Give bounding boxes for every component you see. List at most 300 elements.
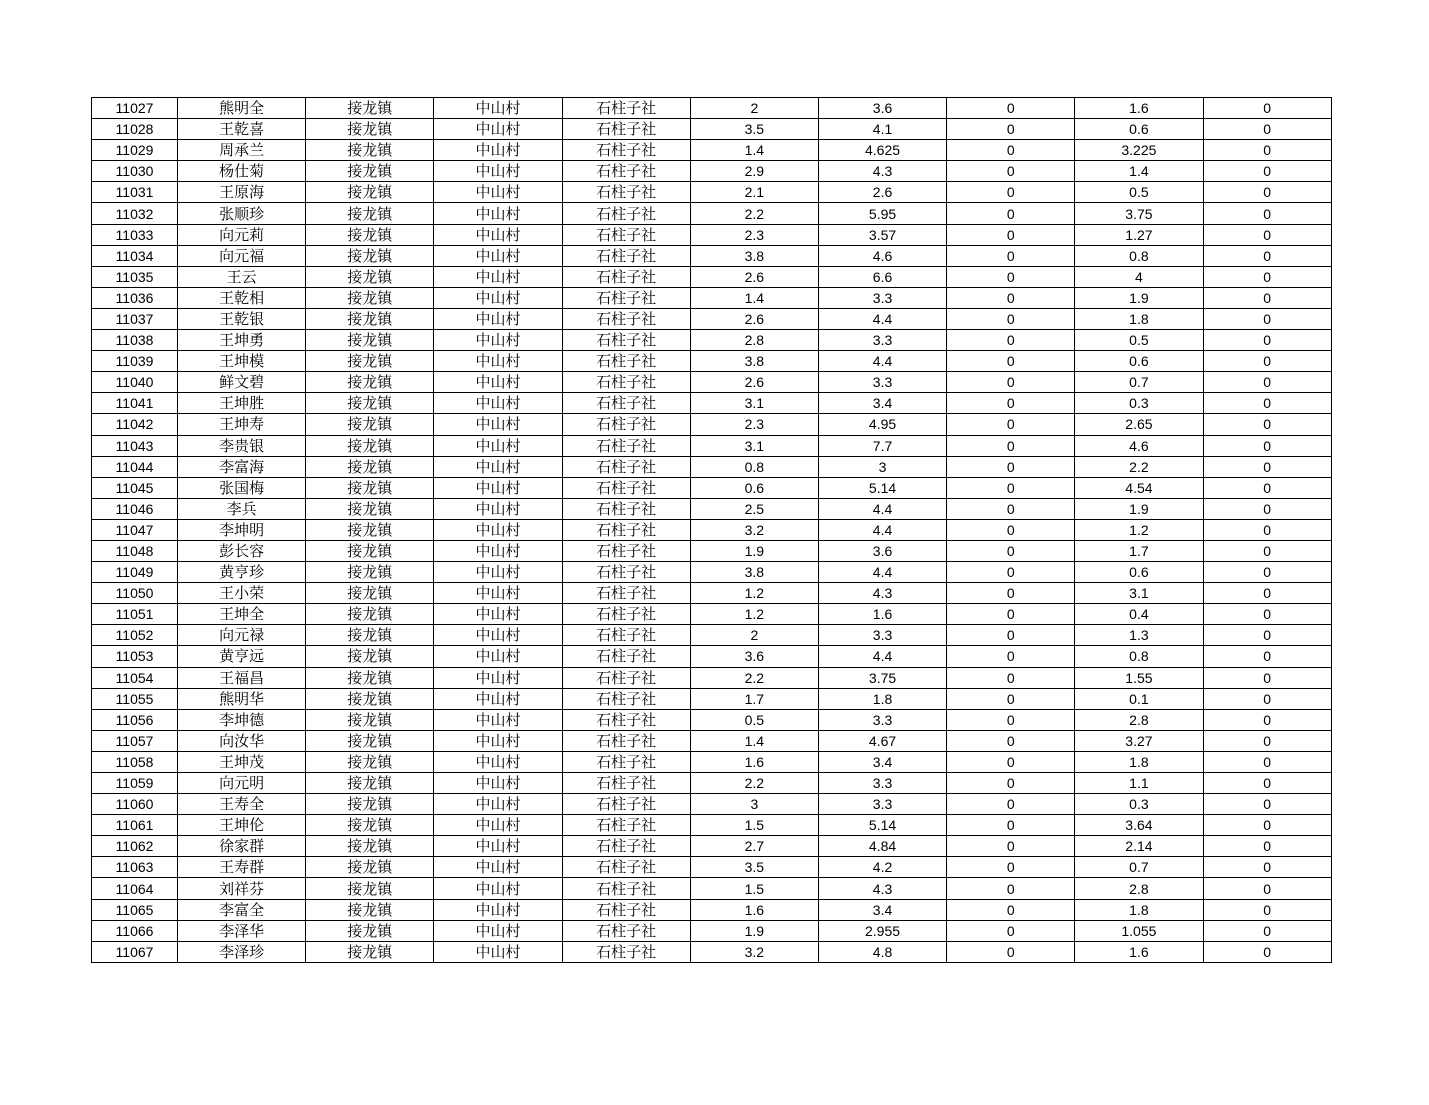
value-e-cell: 0: [1203, 583, 1331, 604]
id-cell: 11046: [92, 498, 178, 519]
value-a-cell: 2.6: [690, 266, 818, 287]
id-cell: 11055: [92, 688, 178, 709]
value-a-cell: 2.7: [690, 836, 818, 857]
value-c-cell: 0: [947, 836, 1075, 857]
id-cell: 11030: [92, 161, 178, 182]
value-d-cell: 0.8: [1075, 245, 1203, 266]
value-e-cell: 0: [1203, 562, 1331, 583]
value-e-cell: 0: [1203, 794, 1331, 815]
group-cell: 石柱子社: [562, 393, 690, 414]
town-cell: 接龙镇: [306, 773, 434, 794]
name-cell: 王坤全: [178, 604, 306, 625]
town-cell: 接龙镇: [306, 393, 434, 414]
value-e-cell: 0: [1203, 498, 1331, 519]
value-d-cell: 0.7: [1075, 372, 1203, 393]
value-b-cell: 3.4: [818, 751, 946, 772]
village-cell: 中山村: [434, 393, 562, 414]
value-e-cell: 0: [1203, 435, 1331, 456]
table-row: [92, 583, 1332, 604]
town-cell: 接龙镇: [306, 646, 434, 667]
value-b-cell: 6.6: [818, 266, 946, 287]
table-row: [92, 414, 1332, 435]
name-cell: 鲜文碧: [178, 372, 306, 393]
group-cell: 石柱子社: [562, 182, 690, 203]
table-row: [92, 646, 1332, 667]
name-cell: 张顺珍: [178, 203, 306, 224]
village-cell: 中山村: [434, 456, 562, 477]
table-row: [92, 224, 1332, 245]
value-d-cell: 0.5: [1075, 330, 1203, 351]
value-d-cell: 3.75: [1075, 203, 1203, 224]
value-a-cell: 3.2: [690, 941, 818, 962]
value-a-cell: 1.7: [690, 688, 818, 709]
value-e-cell: 0: [1203, 815, 1331, 836]
value-b-cell: 4.8: [818, 941, 946, 962]
town-cell: 接龙镇: [306, 98, 434, 119]
value-d-cell: 1.6: [1075, 98, 1203, 119]
value-b-cell: 3.57: [818, 224, 946, 245]
value-c-cell: 0: [947, 98, 1075, 119]
table-row: [92, 372, 1332, 393]
name-cell: 黄亨珍: [178, 562, 306, 583]
value-b-cell: 3.3: [818, 773, 946, 794]
value-e-cell: 0: [1203, 182, 1331, 203]
village-cell: 中山村: [434, 709, 562, 730]
town-cell: 接龙镇: [306, 308, 434, 329]
name-cell: 黄亨远: [178, 646, 306, 667]
id-cell: 11031: [92, 182, 178, 203]
table-row: [92, 857, 1332, 878]
value-c-cell: 0: [947, 351, 1075, 372]
value-b-cell: 3.4: [818, 393, 946, 414]
town-cell: 接龙镇: [306, 751, 434, 772]
table-row: [92, 203, 1332, 224]
value-d-cell: 4.54: [1075, 477, 1203, 498]
value-a-cell: 3.1: [690, 393, 818, 414]
value-e-cell: 0: [1203, 330, 1331, 351]
group-cell: 石柱子社: [562, 773, 690, 794]
group-cell: 石柱子社: [562, 519, 690, 540]
value-a-cell: 2: [690, 625, 818, 646]
value-d-cell: 1.6: [1075, 941, 1203, 962]
id-cell: 11067: [92, 941, 178, 962]
value-c-cell: 0: [947, 773, 1075, 794]
table-row: [92, 730, 1332, 751]
value-a-cell: 2: [690, 98, 818, 119]
value-d-cell: 0.1: [1075, 688, 1203, 709]
table-row: [92, 625, 1332, 646]
value-e-cell: 0: [1203, 372, 1331, 393]
village-cell: 中山村: [434, 540, 562, 561]
value-b-cell: 4.4: [818, 562, 946, 583]
value-d-cell: 2.8: [1075, 878, 1203, 899]
village-cell: 中山村: [434, 119, 562, 140]
value-e-cell: 0: [1203, 836, 1331, 857]
value-a-cell: 1.2: [690, 604, 818, 625]
value-e-cell: 0: [1203, 878, 1331, 899]
value-d-cell: 1.8: [1075, 308, 1203, 329]
village-cell: 中山村: [434, 646, 562, 667]
value-c-cell: 0: [947, 751, 1075, 772]
town-cell: 接龙镇: [306, 245, 434, 266]
id-cell: 11050: [92, 583, 178, 604]
group-cell: 石柱子社: [562, 266, 690, 287]
value-e-cell: 0: [1203, 161, 1331, 182]
id-cell: 11027: [92, 98, 178, 119]
value-b-cell: 2.955: [818, 920, 946, 941]
group-cell: 石柱子社: [562, 751, 690, 772]
group-cell: 石柱子社: [562, 245, 690, 266]
town-cell: 接龙镇: [306, 287, 434, 308]
value-e-cell: 0: [1203, 98, 1331, 119]
id-cell: 11041: [92, 393, 178, 414]
id-cell: 11037: [92, 308, 178, 329]
value-d-cell: 1.55: [1075, 667, 1203, 688]
value-d-cell: 1.8: [1075, 899, 1203, 920]
name-cell: 王福昌: [178, 667, 306, 688]
value-b-cell: 3.6: [818, 98, 946, 119]
village-cell: 中山村: [434, 519, 562, 540]
value-b-cell: 1.6: [818, 604, 946, 625]
town-cell: 接龙镇: [306, 878, 434, 899]
village-cell: 中山村: [434, 667, 562, 688]
table-row: [92, 773, 1332, 794]
value-e-cell: 0: [1203, 203, 1331, 224]
group-cell: 石柱子社: [562, 308, 690, 329]
value-e-cell: 0: [1203, 245, 1331, 266]
value-a-cell: 1.2: [690, 583, 818, 604]
village-cell: 中山村: [434, 308, 562, 329]
value-c-cell: 0: [947, 667, 1075, 688]
value-b-cell: 4.4: [818, 351, 946, 372]
id-cell: 11048: [92, 540, 178, 561]
name-cell: 王坤勇: [178, 330, 306, 351]
id-cell: 11034: [92, 245, 178, 266]
town-cell: 接龙镇: [306, 667, 434, 688]
name-cell: 王原海: [178, 182, 306, 203]
village-cell: 中山村: [434, 878, 562, 899]
group-cell: 石柱子社: [562, 414, 690, 435]
value-d-cell: 1.7: [1075, 540, 1203, 561]
value-c-cell: 0: [947, 540, 1075, 561]
value-e-cell: 0: [1203, 393, 1331, 414]
town-cell: 接龙镇: [306, 161, 434, 182]
value-e-cell: 0: [1203, 140, 1331, 161]
value-e-cell: 0: [1203, 773, 1331, 794]
group-cell: 石柱子社: [562, 646, 690, 667]
table-row: [92, 182, 1332, 203]
value-a-cell: 1.4: [690, 287, 818, 308]
village-cell: 中山村: [434, 815, 562, 836]
name-cell: 王坤寿: [178, 414, 306, 435]
value-c-cell: 0: [947, 899, 1075, 920]
town-cell: 接龙镇: [306, 562, 434, 583]
id-cell: 11049: [92, 562, 178, 583]
group-cell: 石柱子社: [562, 161, 690, 182]
village-cell: 中山村: [434, 899, 562, 920]
village-cell: 中山村: [434, 583, 562, 604]
value-d-cell: 2.14: [1075, 836, 1203, 857]
value-c-cell: 0: [947, 266, 1075, 287]
value-a-cell: 0.8: [690, 456, 818, 477]
village-cell: 中山村: [434, 941, 562, 962]
village-cell: 中山村: [434, 372, 562, 393]
value-d-cell: 2.65: [1075, 414, 1203, 435]
value-d-cell: 4.6: [1075, 435, 1203, 456]
value-c-cell: 0: [947, 435, 1075, 456]
value-c-cell: 0: [947, 203, 1075, 224]
group-cell: 石柱子社: [562, 330, 690, 351]
village-cell: 中山村: [434, 625, 562, 646]
value-a-cell: 1.5: [690, 878, 818, 899]
id-cell: 11062: [92, 836, 178, 857]
value-e-cell: 0: [1203, 414, 1331, 435]
value-b-cell: 4.4: [818, 308, 946, 329]
id-cell: 11060: [92, 794, 178, 815]
table-row: [92, 266, 1332, 287]
value-c-cell: 0: [947, 498, 1075, 519]
value-c-cell: 0: [947, 583, 1075, 604]
value-c-cell: 0: [947, 730, 1075, 751]
value-d-cell: 3.225: [1075, 140, 1203, 161]
data-table: [91, 97, 1332, 963]
village-cell: 中山村: [434, 351, 562, 372]
village-cell: 中山村: [434, 245, 562, 266]
town-cell: 接龙镇: [306, 498, 434, 519]
value-c-cell: 0: [947, 372, 1075, 393]
name-cell: 王坤伦: [178, 815, 306, 836]
table-row: [92, 498, 1332, 519]
value-a-cell: 1.4: [690, 730, 818, 751]
value-e-cell: 0: [1203, 730, 1331, 751]
name-cell: 王坤茂: [178, 751, 306, 772]
name-cell: 张国梅: [178, 477, 306, 498]
id-cell: 11063: [92, 857, 178, 878]
value-a-cell: 2.6: [690, 308, 818, 329]
value-d-cell: 1.8: [1075, 751, 1203, 772]
value-c-cell: 0: [947, 941, 1075, 962]
name-cell: 李富全: [178, 899, 306, 920]
value-c-cell: 0: [947, 477, 1075, 498]
id-cell: 11047: [92, 519, 178, 540]
value-a-cell: 3.2: [690, 519, 818, 540]
value-e-cell: 0: [1203, 941, 1331, 962]
value-a-cell: 2.9: [690, 161, 818, 182]
table-row: [92, 351, 1332, 372]
value-e-cell: 0: [1203, 604, 1331, 625]
group-cell: 石柱子社: [562, 203, 690, 224]
id-cell: 11054: [92, 667, 178, 688]
village-cell: 中山村: [434, 435, 562, 456]
value-d-cell: 0.5: [1075, 182, 1203, 203]
group-cell: 石柱子社: [562, 140, 690, 161]
table-row: [92, 161, 1332, 182]
value-b-cell: 4.3: [818, 583, 946, 604]
value-d-cell: 0.6: [1075, 562, 1203, 583]
name-cell: 李贵银: [178, 435, 306, 456]
id-cell: 11040: [92, 372, 178, 393]
village-cell: 中山村: [434, 224, 562, 245]
value-c-cell: 0: [947, 920, 1075, 941]
table-row: [92, 119, 1332, 140]
value-e-cell: 0: [1203, 477, 1331, 498]
table-row: [92, 140, 1332, 161]
table-row: [92, 477, 1332, 498]
value-c-cell: 0: [947, 161, 1075, 182]
table-row: [92, 393, 1332, 414]
table-row: [92, 941, 1332, 962]
id-cell: 11038: [92, 330, 178, 351]
group-cell: 石柱子社: [562, 920, 690, 941]
town-cell: 接龙镇: [306, 351, 434, 372]
group-cell: 石柱子社: [562, 98, 690, 119]
group-cell: 石柱子社: [562, 351, 690, 372]
village-cell: 中山村: [434, 477, 562, 498]
value-c-cell: 0: [947, 330, 1075, 351]
value-b-cell: 4.4: [818, 646, 946, 667]
id-cell: 11065: [92, 899, 178, 920]
value-e-cell: 0: [1203, 456, 1331, 477]
value-b-cell: 5.95: [818, 203, 946, 224]
id-cell: 11061: [92, 815, 178, 836]
name-cell: 熊明华: [178, 688, 306, 709]
table-row: [92, 245, 1332, 266]
value-a-cell: 1.5: [690, 815, 818, 836]
village-cell: 中山村: [434, 182, 562, 203]
town-cell: 接龙镇: [306, 815, 434, 836]
table-row: [92, 815, 1332, 836]
village-cell: 中山村: [434, 161, 562, 182]
value-c-cell: 0: [947, 308, 1075, 329]
town-cell: 接龙镇: [306, 899, 434, 920]
value-c-cell: 0: [947, 414, 1075, 435]
value-d-cell: 1.27: [1075, 224, 1203, 245]
village-cell: 中山村: [434, 688, 562, 709]
id-cell: 11044: [92, 456, 178, 477]
town-cell: 接龙镇: [306, 920, 434, 941]
value-d-cell: 1.055: [1075, 920, 1203, 941]
table-row: [92, 435, 1332, 456]
value-c-cell: 0: [947, 688, 1075, 709]
id-cell: 11051: [92, 604, 178, 625]
value-b-cell: 3.3: [818, 625, 946, 646]
name-cell: 王乾银: [178, 308, 306, 329]
table-row: [92, 878, 1332, 899]
value-c-cell: 0: [947, 224, 1075, 245]
name-cell: 李坤明: [178, 519, 306, 540]
name-cell: 向汝华: [178, 730, 306, 751]
table-row: [92, 456, 1332, 477]
town-cell: 接龙镇: [306, 730, 434, 751]
value-a-cell: 1.9: [690, 920, 818, 941]
group-cell: 石柱子社: [562, 372, 690, 393]
value-a-cell: 2.1: [690, 182, 818, 203]
name-cell: 杨仕菊: [178, 161, 306, 182]
village-cell: 中山村: [434, 414, 562, 435]
value-d-cell: 2.2: [1075, 456, 1203, 477]
name-cell: 王云: [178, 266, 306, 287]
value-b-cell: 3.6: [818, 540, 946, 561]
table-body: [92, 98, 1332, 963]
value-b-cell: 3: [818, 456, 946, 477]
value-c-cell: 0: [947, 287, 1075, 308]
town-cell: 接龙镇: [306, 794, 434, 815]
village-cell: 中山村: [434, 498, 562, 519]
value-a-cell: 3.8: [690, 245, 818, 266]
value-e-cell: 0: [1203, 351, 1331, 372]
value-e-cell: 0: [1203, 308, 1331, 329]
village-cell: 中山村: [434, 857, 562, 878]
group-cell: 石柱子社: [562, 287, 690, 308]
group-cell: 石柱子社: [562, 477, 690, 498]
value-e-cell: 0: [1203, 920, 1331, 941]
table-row: [92, 899, 1332, 920]
value-a-cell: 3.8: [690, 351, 818, 372]
name-cell: 徐家群: [178, 836, 306, 857]
value-e-cell: 0: [1203, 540, 1331, 561]
name-cell: 熊明全: [178, 98, 306, 119]
group-cell: 石柱子社: [562, 941, 690, 962]
table-row: [92, 836, 1332, 857]
name-cell: 刘祥芬: [178, 878, 306, 899]
id-cell: 11042: [92, 414, 178, 435]
town-cell: 接龙镇: [306, 203, 434, 224]
value-e-cell: 0: [1203, 224, 1331, 245]
value-c-cell: 0: [947, 646, 1075, 667]
group-cell: 石柱子社: [562, 667, 690, 688]
value-b-cell: 4.625: [818, 140, 946, 161]
town-cell: 接龙镇: [306, 625, 434, 646]
town-cell: 接龙镇: [306, 372, 434, 393]
group-cell: 石柱子社: [562, 583, 690, 604]
village-cell: 中山村: [434, 604, 562, 625]
value-a-cell: 2.6: [690, 372, 818, 393]
value-b-cell: 4.84: [818, 836, 946, 857]
group-cell: 石柱子社: [562, 119, 690, 140]
value-b-cell: 3.3: [818, 372, 946, 393]
value-b-cell: 4.95: [818, 414, 946, 435]
value-c-cell: 0: [947, 878, 1075, 899]
table-row: [92, 688, 1332, 709]
table-row: [92, 519, 1332, 540]
town-cell: 接龙镇: [306, 709, 434, 730]
value-e-cell: 0: [1203, 857, 1331, 878]
value-b-cell: 5.14: [818, 815, 946, 836]
value-e-cell: 0: [1203, 519, 1331, 540]
table-row: [92, 751, 1332, 772]
value-a-cell: 3.8: [690, 562, 818, 583]
value-a-cell: 2.3: [690, 224, 818, 245]
id-cell: 11032: [92, 203, 178, 224]
name-cell: 王寿群: [178, 857, 306, 878]
id-cell: 11043: [92, 435, 178, 456]
name-cell: 彭长容: [178, 540, 306, 561]
id-cell: 11045: [92, 477, 178, 498]
town-cell: 接龙镇: [306, 857, 434, 878]
value-b-cell: 4.4: [818, 498, 946, 519]
group-cell: 石柱子社: [562, 709, 690, 730]
village-cell: 中山村: [434, 287, 562, 308]
group-cell: 石柱子社: [562, 604, 690, 625]
value-a-cell: 0.6: [690, 477, 818, 498]
name-cell: 向元禄: [178, 625, 306, 646]
town-cell: 接龙镇: [306, 941, 434, 962]
village-cell: 中山村: [434, 773, 562, 794]
id-cell: 11053: [92, 646, 178, 667]
value-a-cell: 1.4: [690, 140, 818, 161]
name-cell: 王坤胜: [178, 393, 306, 414]
name-cell: 李富海: [178, 456, 306, 477]
